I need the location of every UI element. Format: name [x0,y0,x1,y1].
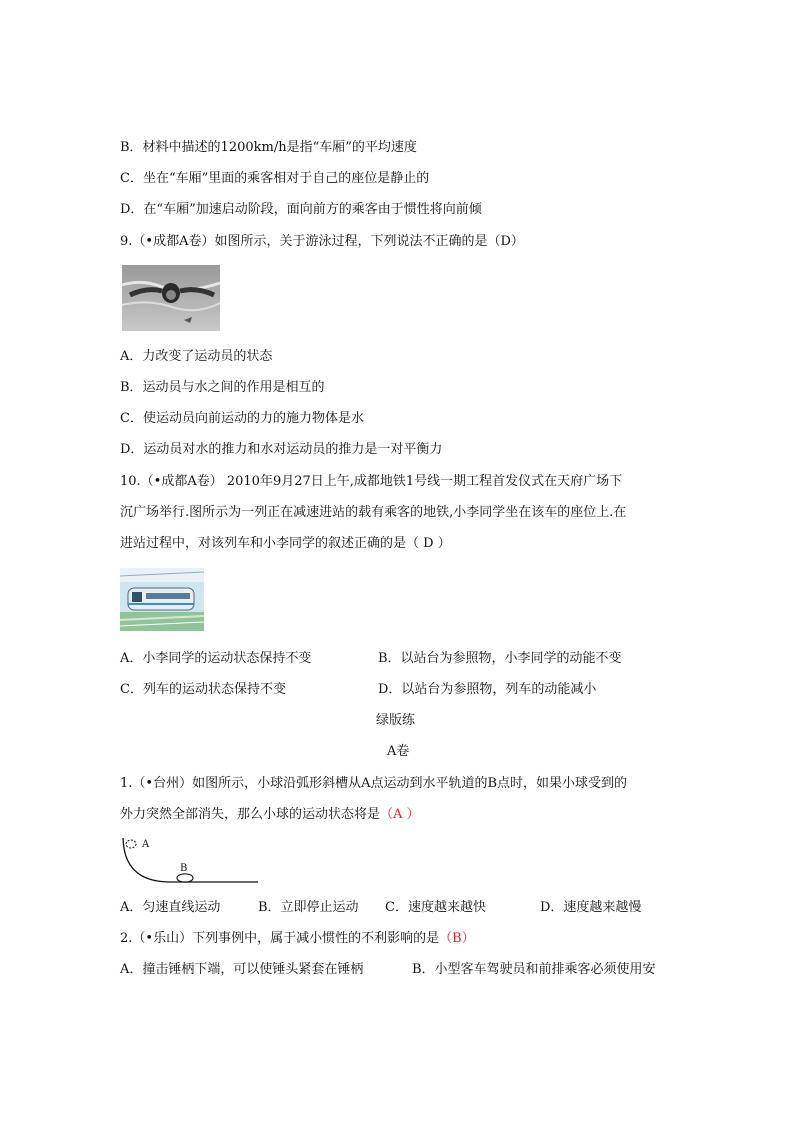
q9-option-a: A．力改变了运动员的状态 [120,349,273,364]
section-subtitle: A卷 [387,744,410,759]
subway-train-image [120,568,204,631]
p2-stem [120,930,475,948]
p1-answer: （A ） [380,807,420,822]
swimmer-image [122,265,220,331]
q8-option-d: D．在“车厢”加速启动阶段，面向前方的乘客由于惯性将向前倾 [120,202,482,217]
q9-option-b: B．运动员与水之间的作用是相互的 [120,380,325,395]
q10-option-a: A．小李同学的运动状态保持不变 [120,651,312,666]
label-a: A [142,839,150,850]
q10-stem-line2: 沉广场举行.图所示为一列正在减速进站的载有乘客的地铁,小李同学坐在该车的座位上.在 [120,505,627,520]
p1-option-a: A．匀速直线运动 [120,900,221,915]
label-b: B [180,863,188,874]
p1-stem-line2 [120,806,420,824]
p1-stem-line1: 1.（•台州）如图所示，小球沿弧形斜槽从A点运动到水平轨道的B点时，如果小球受到的 [120,776,628,791]
q10-stem-line1: 10.（•成都A卷） 2010年9月27日上午,成都地铁1号线一期工程首发仪式在天府广场下 [120,474,623,489]
q10-option-d: D．以站台为参照物，列车的动能减小 [378,682,597,697]
q8-option-c: C．坐在“车厢”里面的乘客相对于自己的座位是静止的 [120,171,430,186]
p1-stem-text: 外力突然全部消失，那么小球的运动状态将是 [120,807,381,822]
q9-option-c: C．使运动员向前运动的力的施力物体是水 [120,411,364,426]
p2-option-b: B．小型客车驾驶员和前排乘客必须使用安 [412,962,656,977]
q10-option-b: B．以站台为参照物，小李同学的动能不变 [378,651,622,666]
p1-option-c: C．速度越来越快 [385,900,486,915]
p1-option-d: D．速度越来越慢 [540,900,642,915]
p2-stem-text: 2.（•乐山）下列事例中，属于减小惯性的不利影响的是 [120,931,440,946]
q9-option-d: D．运动员对水的推力和水对运动员的推力是一对平衡力 [120,442,443,457]
q10-stem-line3: 进站过程中，对该列车和小李同学的叙述正确的是（ D ） [120,536,451,551]
q10-option-c: C．列车的运动状态保持不变 [120,682,286,697]
p1-option-b: B．立即停止运动 [258,900,359,915]
p2-answer: （B） [439,931,475,946]
p2-option-a: A．撞击锤柄下端，可以使锤头紧套在锤柄 [120,962,364,977]
q8-option-b: B．材料中描述的1200km/h是指“车厢”的平均速度 [120,140,417,155]
ramp-diagram [118,836,263,888]
q9-stem: 9.（•成都A卷）如图所示，关于游泳过程，下列说法不正确的是（D） [120,234,524,249]
section-title: 绿版练 [376,713,416,728]
